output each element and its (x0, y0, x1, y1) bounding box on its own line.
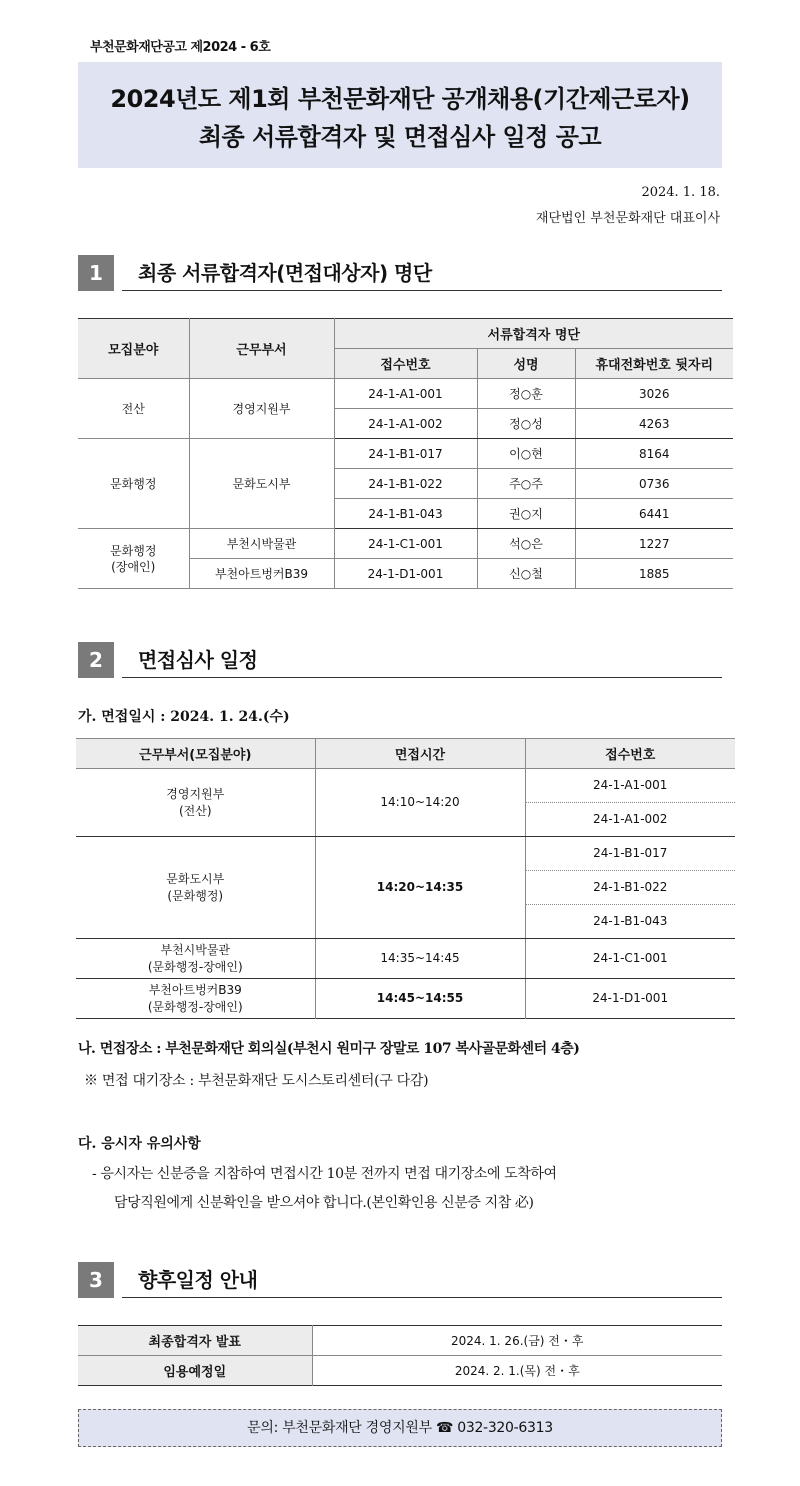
schedule-label: 최종합격자 발표 (78, 1326, 312, 1356)
section2-number: 2 (78, 642, 114, 678)
th-name: 성명 (477, 349, 575, 379)
dept-cell: 부천시박물관 (189, 529, 334, 559)
th-schedule-time: 면접시간 (315, 739, 525, 769)
th-receipt: 접수번호 (334, 349, 477, 379)
dept-cell: 문화도시부 (189, 439, 334, 529)
schedule-label: 임용예정일 (78, 1356, 312, 1386)
issuer: 재단법인 부천문화재단 대표이사 (535, 211, 720, 226)
schedule-receipt: 24-1-C1-001 (525, 939, 735, 979)
interview-place: 나. 면접장소 : 부천문화재단 회의실(부천시 원미구 장말로 107 복사골문화센터 4층) (78, 1041, 580, 1057)
notice-line1: - 응시자는 신분증을 지참하여 면접시간 10분 전까지 면접 대기장소에 도착하여 (92, 1166, 557, 1182)
schedule-dept: 문화도시부 (166, 871, 225, 886)
table-row (78, 1356, 722, 1386)
receipt-cell: 24-1-A1-001 (334, 379, 477, 409)
notice-line2: 담당직원에게 신분확인을 받으셔야 합니다.(본인확인용 신분증 지참 必) (114, 1195, 534, 1211)
schedule-receipt: 24-1-B1-043 (525, 905, 735, 939)
table-row (78, 439, 733, 469)
schedule-receipt: 24-1-D1-001 (525, 979, 735, 1019)
table-row (78, 1326, 722, 1356)
th-field: 모집분야 (78, 319, 189, 379)
schedule-receipt: 24-1-A1-002 (525, 803, 735, 837)
schedule-time: 14:10~14:20 (315, 769, 525, 837)
waiting-place: ※ 면접 대기장소 : 부천문화재단 도시스토리센터(구 다감) (84, 1073, 429, 1089)
phone-cell: 3026 (575, 379, 733, 409)
schedule-dept: 경영지원부 (166, 786, 225, 801)
schedule-time: 14:35~14:45 (315, 939, 525, 979)
th-phone: 휴대전화번호 뒷자리 (575, 349, 733, 379)
name-cell: 주○주 (477, 469, 575, 499)
field-cell: 문화행정 (78, 439, 189, 529)
section1-title: 최종 서류합격자(면접대상자) 명단 (138, 261, 432, 285)
section2-title: 면접심사 일정 (138, 648, 258, 672)
name-cell: 권○지 (477, 499, 575, 529)
issue-block (536, 180, 720, 232)
field-cell (78, 529, 189, 589)
notice-body (92, 1160, 732, 1218)
table-row (78, 529, 733, 559)
th-group: 서류합격자 명단 (334, 319, 733, 349)
schedule-dept-cell (76, 837, 315, 939)
schedule-value: 2024. 1. 26.(금) 전・후 (312, 1326, 722, 1356)
section1-divider (122, 290, 722, 291)
table-row (76, 939, 735, 979)
phone-cell: 4263 (575, 409, 733, 439)
section3-number: 3 (78, 1262, 114, 1298)
applicants-table (78, 318, 733, 589)
title-line1: 2024년도 제1회 부천문화재단 공개채용(기간제근로자) (110, 85, 690, 113)
receipt-cell: 24-1-D1-001 (334, 559, 477, 589)
schedule-dept-cell (76, 979, 315, 1019)
notice-heading: 다. 응시자 유의사항 (78, 1136, 201, 1152)
section3-title: 향후일정 안내 (138, 1268, 258, 1292)
issue-date: 2024. 1. 18. (641, 185, 720, 200)
dept-cell: 경영지원부 (189, 379, 334, 439)
table-row (76, 837, 735, 871)
receipt-cell: 24-1-B1-017 (334, 439, 477, 469)
receipt-cell: 24-1-B1-043 (334, 499, 477, 529)
field-line2: (장애인) (111, 559, 156, 574)
schedule-receipt: 24-1-B1-022 (525, 871, 735, 905)
phone-cell: 0736 (575, 469, 733, 499)
section3-header (78, 1262, 722, 1302)
schedule-value: 2024. 2. 1.(목) 전・후 (454, 1364, 580, 1378)
name-cell: 정○훈 (477, 379, 575, 409)
name-cell: 정○성 (477, 409, 575, 439)
receipt-cell: 24-1-A1-002 (334, 409, 477, 439)
schedule-table (76, 738, 735, 1019)
receipt-cell: 24-1-C1-001 (334, 529, 477, 559)
name-cell: 석○은 (477, 529, 575, 559)
field-cell: 전산 (78, 379, 189, 439)
contact-box: 문의: 부천문화재단 경영지원부 ☎ 032-320-6313 (78, 1409, 722, 1447)
schedule-dept: 부천시박물관 (160, 942, 231, 957)
table-row (76, 769, 735, 803)
title-line2: 최종 서류합격자 및 면접심사 일정 공고 (198, 123, 602, 151)
phone-cell: 1227 (575, 529, 733, 559)
schedule-time: 14:45~14:55 (315, 979, 525, 1019)
phone-cell: 6441 (575, 499, 733, 529)
schedule-time: 14:20~14:35 (315, 837, 525, 939)
schedule-field: (문화행정-장애인) (147, 959, 243, 974)
dept-cell: 부천아트벙커B39 (189, 559, 334, 589)
phone-cell: 8164 (575, 439, 733, 469)
name-cell: 신○철 (477, 559, 575, 589)
schedule-field: (전산) (178, 803, 212, 818)
phone-cell: 1885 (575, 559, 733, 589)
future-schedule-table (78, 1325, 722, 1386)
th-dept: 근무부서 (189, 319, 334, 379)
schedule-field: (문화행정-장애인) (147, 999, 243, 1014)
table-row (76, 979, 735, 1019)
section3-divider (122, 1297, 722, 1298)
section1-number: 1 (78, 255, 114, 291)
schedule-field: (문화행정) (167, 888, 224, 903)
interview-date: 가. 면접일시 : 2024. 1. 24.(수) (78, 709, 290, 725)
schedule-dept-cell (76, 769, 315, 837)
section1-header (78, 255, 722, 295)
title-box (78, 62, 722, 168)
schedule-receipt: 24-1-A1-001 (525, 769, 735, 803)
section2-divider (122, 677, 722, 678)
field-line1: 문화행정 (110, 543, 157, 558)
schedule-dept-cell (76, 939, 315, 979)
section2-header (78, 642, 722, 682)
name-cell: 이○현 (477, 439, 575, 469)
table-row (78, 379, 733, 409)
receipt-cell: 24-1-B1-022 (334, 469, 477, 499)
schedule-dept: 부천아트벙커B39 (148, 982, 242, 997)
th-schedule-receipt: 접수번호 (525, 739, 735, 769)
th-schedule-dept: 근무부서(모집분야) (76, 739, 315, 769)
notice-number: 부천문화재단공고 제2024 - 6호 (90, 40, 271, 55)
schedule-receipt: 24-1-B1-017 (525, 837, 735, 871)
